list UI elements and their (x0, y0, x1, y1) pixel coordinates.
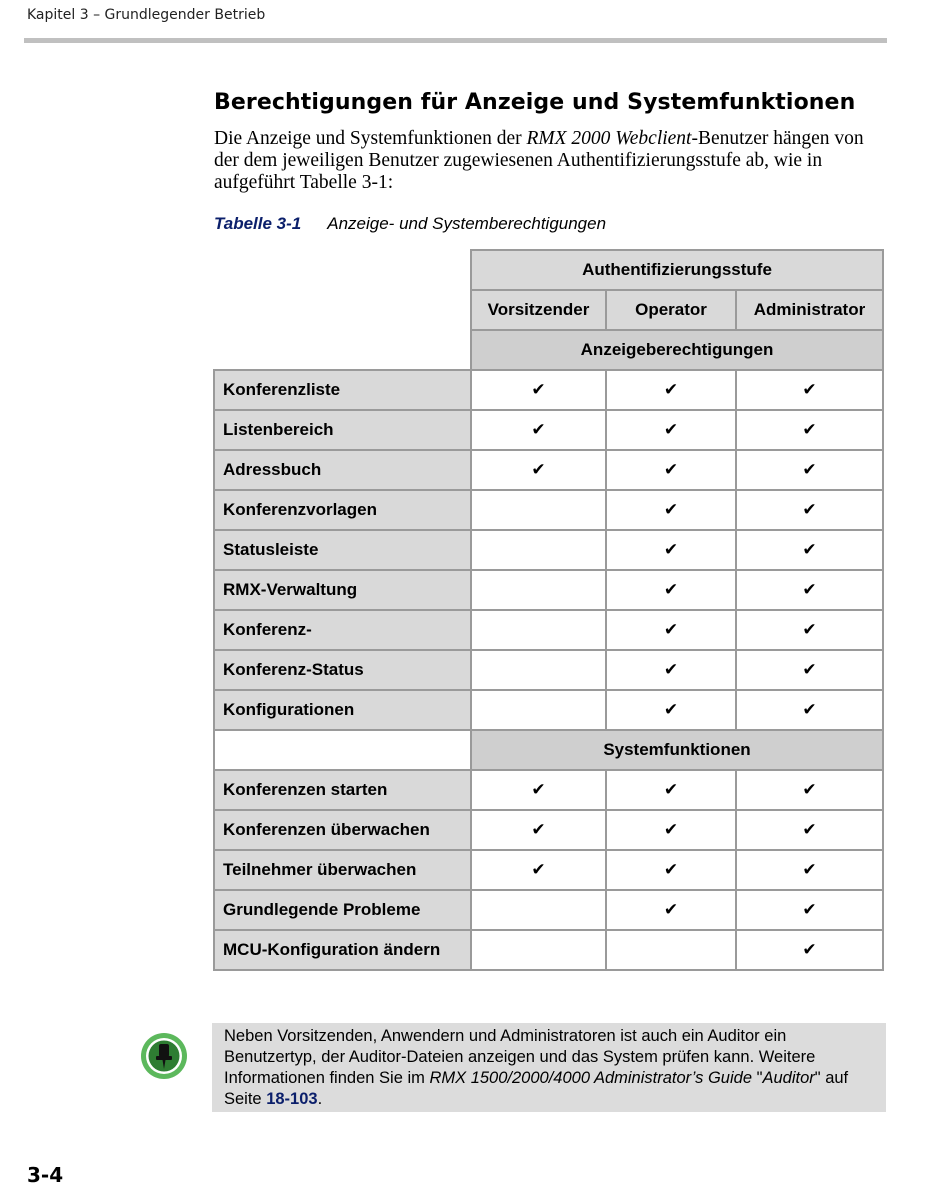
empty-cell (471, 610, 606, 650)
checkmark-icon: ✔ (606, 370, 736, 410)
checkmark-icon: ✔ (736, 930, 883, 970)
table-row (214, 410, 883, 450)
table-row (214, 930, 883, 970)
pushpin-icon (138, 1030, 190, 1082)
checkmark-icon: ✔ (606, 850, 736, 890)
checkmark-icon: ✔ (471, 370, 606, 410)
checkmark-icon: ✔ (606, 770, 736, 810)
checkmark-icon: ✔ (471, 850, 606, 890)
note-text-end: . (317, 1090, 323, 1108)
blank-corner-cell (214, 250, 471, 290)
row-label: Konferenzliste (214, 370, 471, 410)
blank-label-cell (214, 730, 471, 770)
note-text-2: " (752, 1069, 763, 1087)
checkmark-icon: ✔ (736, 450, 883, 490)
checkmark-icon: ✔ (606, 450, 736, 490)
blank-corner-cell (214, 330, 471, 370)
intro-text-2: -Benutzer hängen von der dem jeweiligen Benutzer zugewiesenen Authentifizierungsstufe ab, wie in aufgeführt Tabelle 3-1: (214, 128, 864, 193)
checkmark-icon: ✔ (471, 810, 606, 850)
table-row (214, 690, 883, 730)
guide-title: RMX 1500/2000/4000 Administrator’s Guide (429, 1069, 753, 1087)
checkmark-icon: ✔ (736, 650, 883, 690)
checkmark-icon: ✔ (471, 450, 606, 490)
display-section-row (214, 330, 883, 370)
row-label: Konfigurationen (214, 690, 471, 730)
checkmark-icon: ✔ (606, 810, 736, 850)
system-section-row (214, 730, 883, 770)
checkmark-icon: ✔ (736, 810, 883, 850)
table-row (214, 570, 883, 610)
permissions-table (213, 249, 884, 971)
table-caption-number: Tabelle 3-1 (214, 214, 302, 233)
checkmark-icon: ✔ (471, 770, 606, 810)
checkmark-icon: ✔ (736, 530, 883, 570)
row-label: Listenbereich (214, 410, 471, 450)
row-label: Statusleiste (214, 530, 471, 570)
checkmark-icon: ✔ (736, 850, 883, 890)
blank-corner-cell (214, 290, 471, 330)
checkmark-icon: ✔ (606, 690, 736, 730)
auth-level-header: Authentifizierungsstufe (471, 250, 883, 290)
checkmark-icon: ✔ (736, 610, 883, 650)
note-box (212, 1023, 886, 1112)
system-functions-band: Systemfunktionen (471, 730, 883, 770)
row-label: MCU-Konfiguration ändern (214, 930, 471, 970)
table-row (214, 850, 883, 890)
table-column-row (214, 290, 883, 330)
checkmark-icon: ✔ (736, 570, 883, 610)
table-caption (214, 214, 606, 234)
note-text-3: " auf Seite (224, 1069, 849, 1108)
table-row (214, 770, 883, 810)
chapter-name: Auditor (762, 1069, 815, 1087)
display-permissions-band: Anzeigeberechtigungen (471, 330, 883, 370)
header-rule (24, 38, 887, 43)
row-label: RMX-Verwaltung (214, 570, 471, 610)
table-row (214, 810, 883, 850)
empty-cell (471, 690, 606, 730)
row-label: Konferenzvorlagen (214, 490, 471, 530)
table-row (214, 890, 883, 930)
checkmark-icon: ✔ (606, 890, 736, 930)
checkmark-icon: ✔ (606, 410, 736, 450)
empty-cell (471, 930, 606, 970)
intro-paragraph (214, 128, 874, 194)
row-label: Konferenzen überwachen (214, 810, 471, 850)
row-label: Teilnehmer überwachen (214, 850, 471, 890)
empty-cell (471, 650, 606, 690)
table-row (214, 610, 883, 650)
running-header: Kapitel 3 – Grundlegender Betrieb (27, 7, 266, 23)
column-header-operator: Operator (606, 290, 736, 330)
checkmark-icon: ✔ (736, 370, 883, 410)
checkmark-icon: ✔ (606, 650, 736, 690)
intro-text-1: Die Anzeige und Systemfunktionen der (214, 128, 527, 149)
empty-cell (471, 890, 606, 930)
checkmark-icon: ✔ (736, 490, 883, 530)
column-header-chairperson: Vorsitzender (471, 290, 606, 330)
row-label: Konferenz- (214, 610, 471, 650)
checkmark-icon: ✔ (736, 410, 883, 450)
checkmark-icon: ✔ (471, 410, 606, 450)
note-text-1: Neben Vorsitzenden, Anwendern und Administratoren ist auch ein Auditor ein Benutzertyp, der Auditor-Dateien anzeigen und das System prüfen kann. Weitere Informationen finden Sie im (224, 1027, 816, 1087)
page-reference-link[interactable]: 18-103 (266, 1090, 318, 1108)
checkmark-icon: ✔ (606, 570, 736, 610)
table-row (214, 650, 883, 690)
empty-cell (471, 530, 606, 570)
empty-cell (471, 570, 606, 610)
page-number: 3-4 (27, 1163, 64, 1187)
row-label: Grundlegende Probleme (214, 890, 471, 930)
empty-cell (471, 490, 606, 530)
column-header-administrator: Administrator (736, 290, 883, 330)
display-rows (214, 370, 883, 730)
table-header-row (214, 250, 883, 290)
checkmark-icon: ✔ (606, 610, 736, 650)
row-label: Konferenz-Status (214, 650, 471, 690)
table-row (214, 530, 883, 570)
checkmark-icon: ✔ (736, 890, 883, 930)
checkmark-icon: ✔ (736, 770, 883, 810)
table-row (214, 450, 883, 490)
checkmark-icon: ✔ (736, 690, 883, 730)
checkmark-icon: ✔ (606, 490, 736, 530)
system-rows (214, 770, 883, 970)
empty-cell (606, 930, 736, 970)
product-name: RMX 2000 Webclient (526, 128, 692, 149)
row-label: Konferenzen starten (214, 770, 471, 810)
table-row (214, 490, 883, 530)
section-title: Berechtigungen für Anzeige und Systemfunktionen (214, 90, 856, 115)
table-row (214, 370, 883, 410)
checkmark-icon: ✔ (606, 530, 736, 570)
row-label: Adressbuch (214, 450, 471, 490)
table-caption-text: Anzeige- und Systemberechtigungen (327, 214, 607, 233)
